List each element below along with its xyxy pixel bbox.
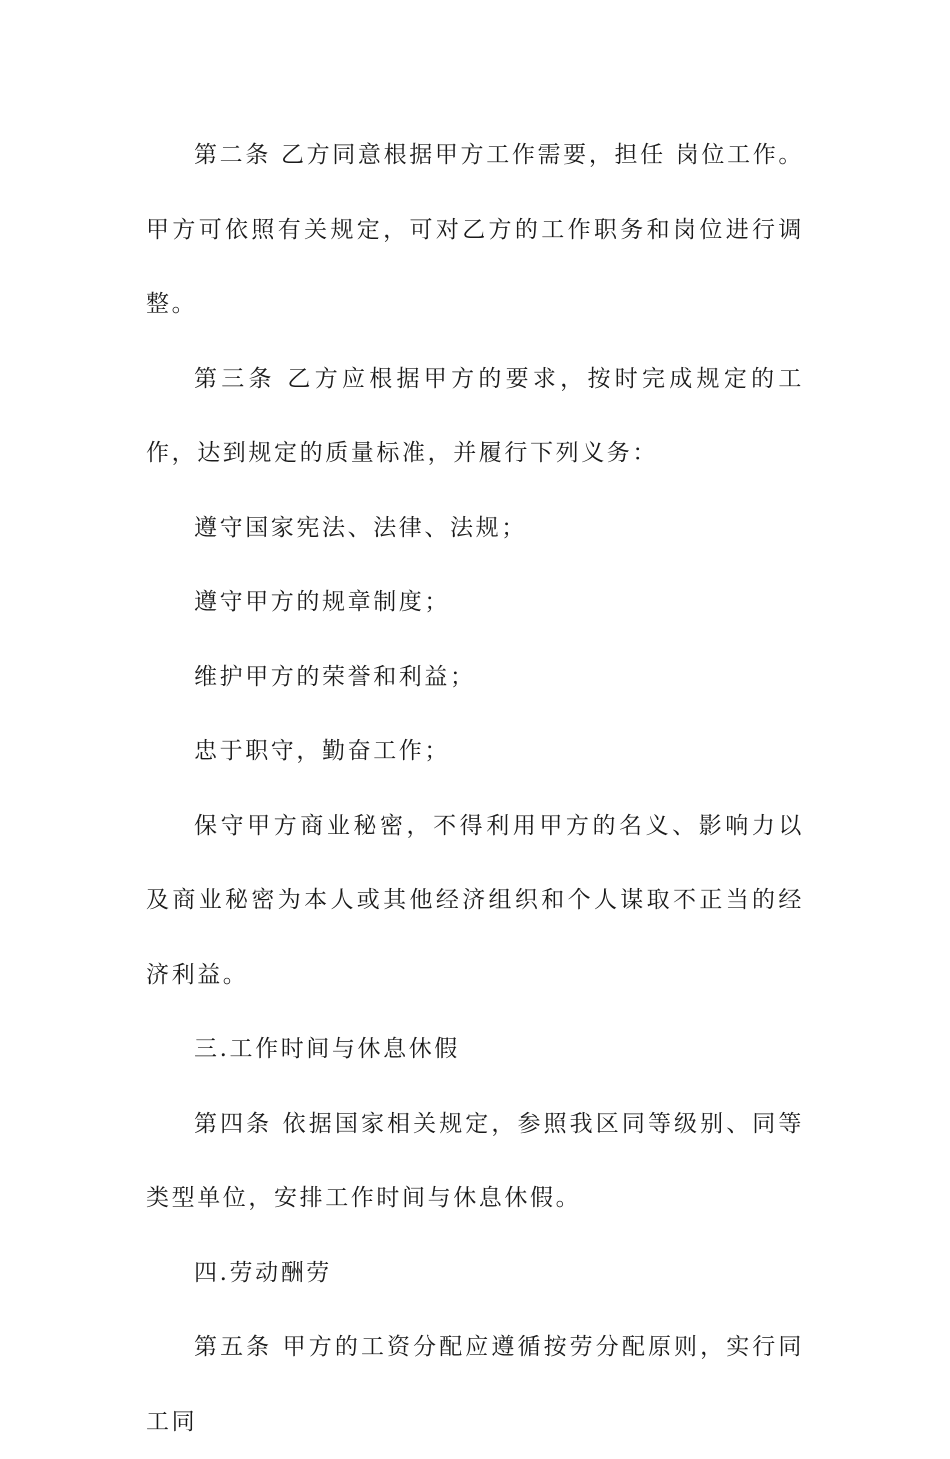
paragraph-article-3: 第三条 乙方应根据甲方的要求，按时完成规定的工作，达到规定的质量标准，并履行下列义务： xyxy=(146,365,804,466)
section-heading-remuneration: 四.劳动酬劳 xyxy=(194,1259,332,1286)
paragraph-article-4: 第四条 依据国家相关规定，参照我区同等级别、同等类型单位，安排工作时间与休息休假。 xyxy=(146,1110,804,1211)
paragraph-duty-secrets: 保守甲方商业秘密，不得利用甲方的名义、影响力以及商业秘密为本人或其他经济组织和个人谋取不正当的经济利益。 xyxy=(146,812,804,988)
paragraph-duty-rules: 遵守甲方的规章制度； xyxy=(194,589,450,615)
section-heading-work-hours: 三.工作时间与休息休假 xyxy=(194,1036,460,1062)
paragraph-duty-constitution: 遵守国家宪法、法律、法规； xyxy=(194,514,527,541)
paragraph-article-2: 第二条 乙方同意根据甲方工作需要，担任 岗位工作。甲方可依照有关规定，可对乙方的工作职务和岗位进行调整。 xyxy=(146,142,804,317)
paragraph-duty-honor: 维护甲方的荣誉和利益； xyxy=(194,663,476,690)
document-body xyxy=(146,118,804,1459)
paragraph-duty-diligence: 忠于职守，勤奋工作； xyxy=(194,738,450,764)
paragraph-article-5: 第五条 甲方的工资分配应遵循按劳分配原则，实行同工同 xyxy=(146,1334,804,1435)
